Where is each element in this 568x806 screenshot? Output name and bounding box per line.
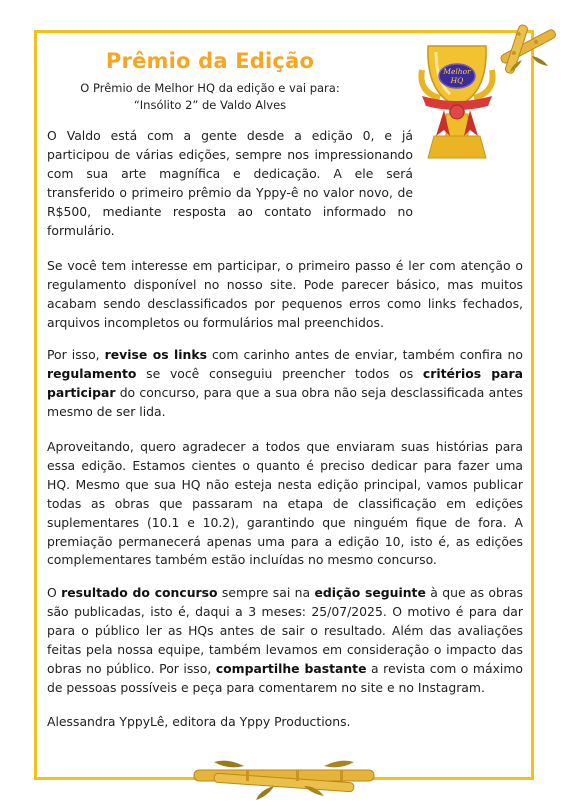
text-span: com carinho antes de enviar, também confira no [206, 347, 523, 362]
paragraph-2: Se você tem interesse em participar, o primeiro passo é ler com atenção o regulamento disponível no nosso site. Pode parecer básico, mas muitos acabam sendo desclassificados por pequenos erros como links fechados, arquivos incompletos ou formulários mal preenchidos. [47, 258, 523, 330]
bold-revise-links: revise os links [104, 347, 207, 362]
paragraph-4: Aproveitando, quero agradecer a todos que enviaram suas histórias para essa edição. Estamos cientes o quanto é preciso dedicar para fazer uma HQ. Mesmo que sua HQ não esteja nesta edição principal, vamos publicar todas as obras que passaram na etapa de classificação em edições suplementares (10.1 e 10.2), garantindo que ninguém fique de fora. A premiação permanecerá apenas uma para a edição 10, isto é, as edições complementares também estão incluídas no mesmo concurso. [47, 439, 523, 568]
bold-regulamento: regulamento [47, 365, 137, 381]
trophy-label-2: HQ [450, 76, 464, 85]
text-span: à que as obras são publicadas, isto é, daqui a 3 meses: 25/07/2025. O motivo é para dar para o público ler as HQs antes de sair o resultado. Além das avaliações feitas pela nossa equipe, também levamos em consideração o impacto das obras no público. Por isso, [47, 585, 524, 676]
subtitle-line-1: O Prêmio de Melhor HQ da edição e vai para: [80, 81, 340, 95]
text-span: O [47, 585, 62, 600]
paragraph-5 [47, 584, 523, 697]
subtitle [60, 80, 360, 114]
page-title: Prêmio da Edição [105, 49, 315, 73]
text-span: a revista com o máximo de pessoas possíveis e peça para comentarem no site e no Instagram. [47, 660, 523, 695]
paragraph-3 [47, 346, 523, 422]
subtitle-line-2: “Insólito 2” de Valdo Alves [133, 98, 287, 112]
trophy-label-1: Melhor [443, 67, 471, 76]
bold-resultado: resultado do concurso [61, 585, 218, 600]
bold-edicao-seguinte: edição seguinte [314, 585, 426, 600]
text-span: Por isso, [47, 347, 105, 362]
text-span: se você conseguiu preencher todos os [136, 365, 423, 381]
bold-compartilhe: compartilhe bastante [215, 660, 367, 676]
signature: Alessandra YppyLê, editora da Yppy Productions. [47, 714, 351, 729]
text-span: do concurso, para que a sua obra não seja desclassificada antes mesmo de ser lida. [47, 384, 523, 419]
paragraph-1: O Valdo está com a gente desde a edição 0, e já participou de várias edições, sempre nos impressionando com sua arte magnífica e dedicação. A ele será transferido o primeiro prêmio da Yppy-ê no valor novo, de R$500, mediante resposta ao contato informado no formulário. [47, 128, 413, 238]
bold-criterios: critérios para participar [47, 365, 523, 400]
text-span: sempre sai na [217, 585, 315, 600]
trophy-icon [418, 40, 496, 164]
